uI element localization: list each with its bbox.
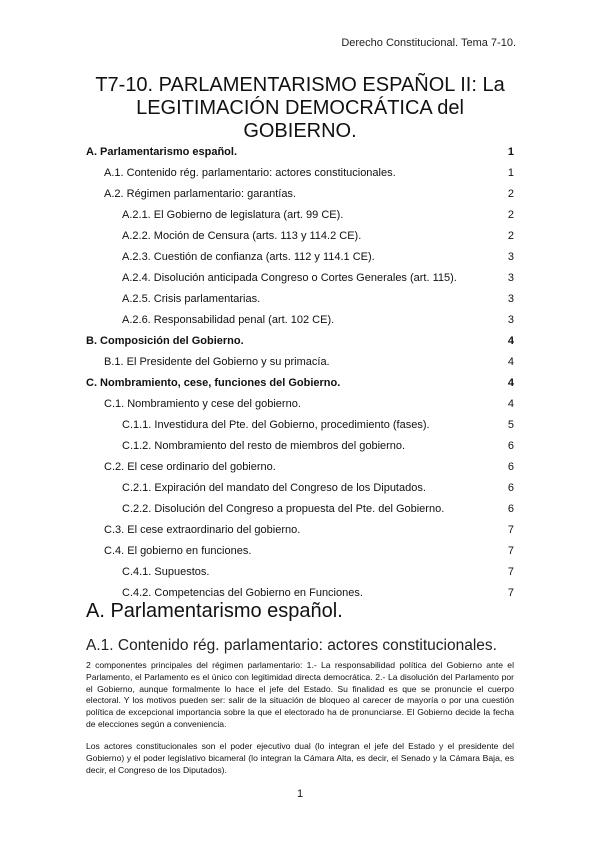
toc-entry-label: C.2.2. Disolución del Congreso a propuesta del Pte. del Gobierno.: [122, 503, 445, 515]
toc-entry-label: C.4. El gobierno en funciones.: [104, 545, 252, 557]
toc-entry-page: 7: [507, 545, 514, 557]
toc-entry-label: B.1. El Presidente del Gobierno y su primacía.: [104, 356, 330, 368]
toc-entry-label: B. Composición del Gobierno.: [86, 335, 244, 347]
toc-entry[interactable]: [86, 272, 514, 288]
toc-entry-page: 5: [507, 419, 514, 431]
toc-entry[interactable]: [86, 461, 514, 477]
toc-entry-label: C.1.1. Investidura del Pte. del Gobierno, procedimiento (fases).: [122, 419, 430, 431]
toc-entry[interactable]: [86, 377, 514, 393]
toc-entry-label: A.2.4. Disolución anticipada Congreso o Cortes Generales (art. 115).: [122, 272, 457, 284]
document-title-line: T7-10. PARLAMENTARISMO ESPAÑOL II: La: [95, 74, 505, 96]
toc-entry[interactable]: [86, 314, 514, 330]
toc-entry[interactable]: [86, 398, 514, 414]
page-number: 1: [296, 788, 304, 800]
toc-entry-page: 7: [507, 587, 514, 599]
toc-entry-label: C. Nombramiento, cese, funciones del Gobierno.: [86, 377, 341, 389]
toc-entry-page: 1: [507, 167, 514, 179]
toc-entry-page: 7: [507, 566, 514, 578]
toc-entry-label: A.2.3. Cuestión de confianza (arts. 112 y 114.1 CE).: [122, 251, 375, 263]
toc-entry[interactable]: [86, 188, 514, 204]
toc-entry-label: C.3. El cese extraordinario del gobierno.: [104, 524, 301, 536]
toc-entry[interactable]: [86, 545, 514, 561]
toc-entry[interactable]: [86, 566, 514, 582]
body-paragraph: 2 componentes principales del régimen parlamentario: 1.- La responsabilidad política del Gobierno ante el Parlamento, el Parlamento es el único con legitimidad directa democrática. 2.- La disolución del Parlamento por el Gobierno, aunque formalmente lo hace el jefe del Estado. Su finalidad es que se pronuncie el cuerpo electoral. Y los motivos pueden ser: salir de la situación de bloqueo al carecer de mayoría o por una cuestión política de excepcional importancia sobre la que el electorado ha de pronunciarse. El Gobierno decide la fecha de elecciones según a conveniencia.: [86, 660, 514, 729]
toc-entry-label: A.2.1. El Gobierno de legislatura (art. 99 CE).: [122, 209, 344, 221]
toc-entry[interactable]: [86, 503, 514, 519]
toc-entry[interactable]: [86, 167, 514, 183]
toc-entry-page: 2: [507, 230, 514, 242]
toc-entry-page: 4: [507, 356, 514, 368]
subsection-heading: A.1. Contenido rég. parlamentario: actores constitucionales.: [86, 637, 497, 654]
toc-entry[interactable]: [86, 146, 514, 162]
document-title: [60, 74, 540, 143]
toc-entry-page: 6: [507, 461, 514, 473]
toc-entry[interactable]: [86, 524, 514, 540]
toc-entry-label: A.2.5. Crisis parlamentarias.: [122, 293, 261, 305]
toc-entry-label: A.2. Régimen parlamentario: garantías.: [104, 188, 296, 200]
toc-entry-page: 3: [507, 293, 514, 305]
toc-entry-page: 3: [507, 251, 514, 263]
toc-entry-page: 6: [507, 503, 514, 515]
toc-entry-page: 4: [507, 398, 514, 410]
toc-entry[interactable]: [86, 440, 514, 456]
toc-entry-page: 4: [507, 335, 514, 347]
toc-entry-label: C.1. Nombramiento y cese del gobierno.: [104, 398, 301, 410]
toc-entry-label: C.4.2. Competencias del Gobierno en Funciones.: [122, 587, 363, 599]
toc-entry[interactable]: [86, 230, 514, 246]
body-paragraph: Los actores constitucionales son el poder ejecutivo dual (lo integran el jefe del Estado y el presidente del Gobierno) y el poder legislativo bicameral (lo integran la Cámara Alta, es decir, el Senado y la Cámara Baja, es decir, el Congreso de los Diputados).: [86, 741, 514, 775]
toc-entry[interactable]: [86, 419, 514, 435]
toc-entry-label: C.2.1. Expiración del mandato del Congreso de los Diputados.: [122, 482, 426, 494]
toc-entry-label: C.1.2. Nombramiento del resto de miembros del gobierno.: [122, 440, 406, 452]
toc-entry-label: A.1. Contenido rég. parlamentario: actores constitucionales.: [104, 167, 396, 179]
toc-entry-label: A. Parlamentarismo español.: [86, 146, 237, 158]
toc-entry-page: 7: [507, 524, 514, 536]
toc-entry-label: C.2. El cese ordinario del gobierno.: [104, 461, 276, 473]
toc-entry-page: 1: [507, 146, 514, 158]
toc-entry[interactable]: [86, 335, 514, 351]
document-title-line: GOBIERNO.: [243, 120, 357, 142]
running-header: Derecho Constitucional. Tema 7-10.: [341, 37, 516, 49]
toc-entry-page: 6: [507, 482, 514, 494]
toc-entry-page: 2: [507, 209, 514, 221]
toc-entry-page: 4: [507, 377, 514, 389]
toc-entry[interactable]: [86, 356, 514, 372]
toc-entry[interactable]: [86, 482, 514, 498]
toc-entry-page: 6: [507, 440, 514, 452]
toc-entry-label: A.2.2. Moción de Censura (arts. 113 y 114.2 CE).: [122, 230, 362, 242]
section-heading: A. Parlamentarismo español.: [86, 600, 343, 622]
toc-entry-page: 3: [507, 272, 514, 284]
toc-entry-page: 2: [507, 188, 514, 200]
toc-entry-label: A.2.6. Responsabilidad penal (art. 102 CE).: [122, 314, 335, 326]
toc-entry[interactable]: [86, 293, 514, 309]
document-title-line: LEGITIMACIÓN DEMOCRÁTICA del: [136, 97, 464, 119]
toc-entry-label: C.4.1. Supuestos.: [122, 566, 210, 578]
toc-entry[interactable]: [86, 209, 514, 225]
toc-entry[interactable]: [86, 251, 514, 267]
toc-entry-page: 3: [507, 314, 514, 326]
